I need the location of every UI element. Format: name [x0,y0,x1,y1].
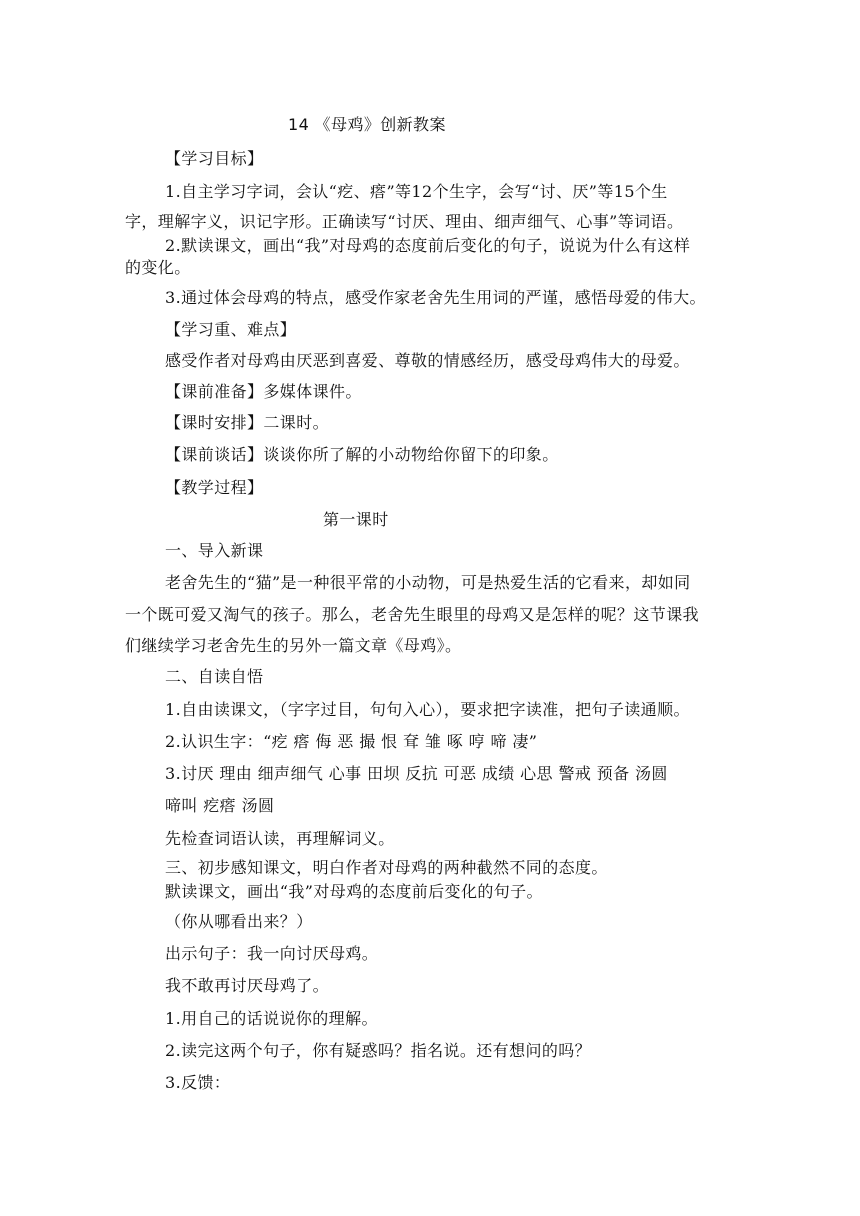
section-3-item-3: 3.反馈： [165,1073,231,1092]
prep-line: 【课前准备】多媒体课件。 [165,382,362,401]
section-2-heading: 二、自读自悟 [165,667,264,686]
section-3-question: （你从哪看出来？） [165,912,313,931]
goal-3: 3.通过体会母鸡的特点，感受作家老舍先生用词的严谨，感悟母爱的伟大。 [165,288,706,307]
lesson-1-heading: 第一课时 [323,510,389,529]
talk-line: 【课前谈话】谈谈你所了解的小动物给你留下的印象。 [165,445,559,464]
section-1-line-3: 们继续学习老舍先生的另外一篇文章《母鸡》。 [125,636,462,655]
goal-1-line-2: 字，理解字义，识记字形。正确读写“讨厌、理由、细声细气、心事”等词语。 [125,212,684,231]
process-heading: 【教学过程】 [165,478,264,497]
section-3-item-2: 2.读完这两个句子，你有疑惑吗？指名说。还有想问的吗？ [165,1041,592,1060]
section-1-heading: 一、导入新课 [165,541,264,560]
section-3-show-1: 出示句子：我一向讨厌母鸡。 [165,944,379,963]
section-2-item-3-line-1: 3.讨厌 理由 细声细气 心事 田坝 反抗 可恶 成绩 心思 警戒 预备 汤圆 [165,764,668,783]
key-text: 感受作者对母鸡由厌恶到喜爱、尊敬的情感经历，感受母鸡伟大的母爱。 [165,351,690,370]
document-title: 14 《母鸡》创新教案 [288,115,446,134]
schedule-line: 【课时安排】二课时。 [165,413,330,432]
section-3-show-2: 我不敢再讨厌母鸡了。 [165,976,330,995]
section-3-item-1: 1.用自己的话说说你的理解。 [165,1009,378,1028]
key-heading: 【学习重、难点】 [165,320,297,339]
section-2-item-2: 2.认识生字：“疙 瘩 侮 恶 撮 恨 耷 雏 啄 哼 啼 凄” [165,732,538,751]
section-2-item-1: 1.自由读课文，（字字过目，句句入心），要求把字读准，把句子读通顺。 [165,700,690,719]
section-2-check: 先检查词语认读，再理解词义。 [165,829,395,848]
section-3-heading: 三、初步感知课文，明白作者对母鸡的两种截然不同的态度。 [165,858,608,877]
goal-1-line-1: 1.自主学习字词，会认“疙、瘩”等12个生字，会写“讨、厌”等15个生 [165,182,668,201]
goals-heading: 【学习目标】 [165,149,264,168]
section-3-read: 默读课文，画出“我”对母鸡的态度前后变化的句子。 [165,882,543,901]
goal-2-line-2: 的变化。 [125,258,191,277]
goal-2-line-1: 2.默读课文，画出“我”对母鸡的态度前后变化的句子，说说为什么有这样 [165,236,691,255]
section-2-item-3-line-2: 啼叫 疙瘩 汤圆 [165,796,275,815]
section-1-line-1: 老舍先生的“猫”是一种很平常的小动物，可是热爱生活的它看来，却如同 [165,573,691,592]
section-1-line-2: 一个既可爱又淘气的孩子。那么，老舍先生眼里的母鸡又是怎样的呢？这节课我 [125,605,700,624]
